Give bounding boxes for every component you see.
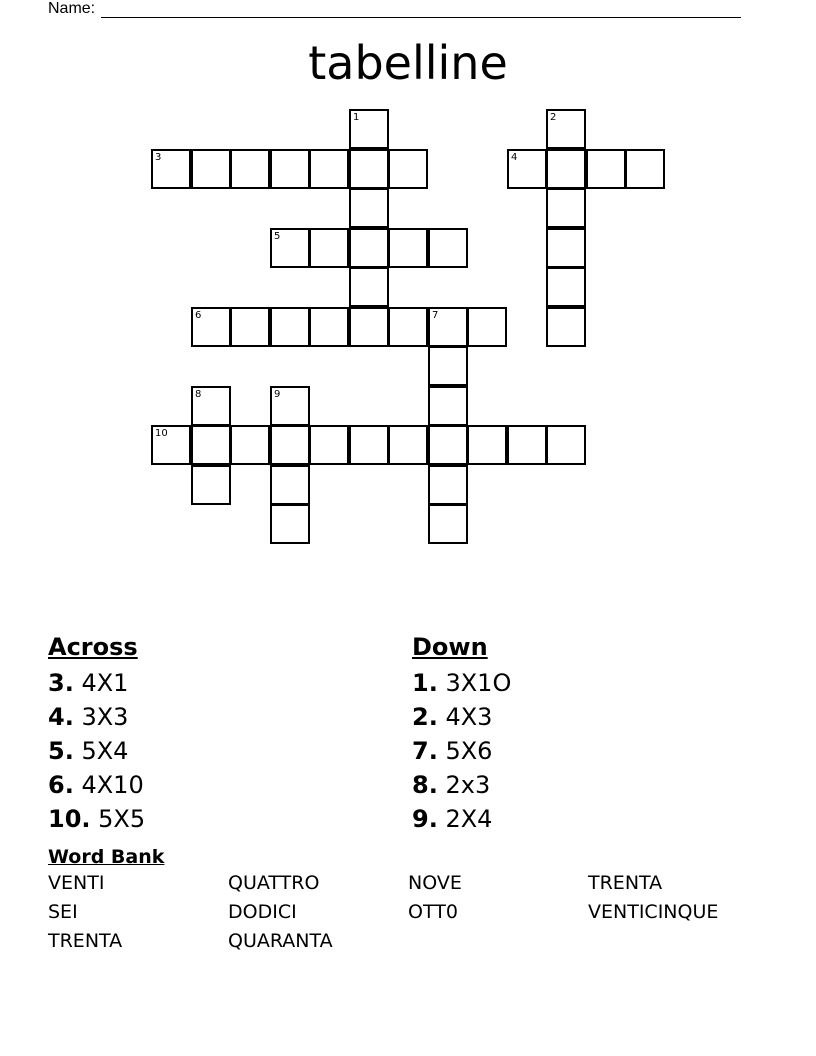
clue-item (412, 768, 511, 802)
clue-text: 3X3 (81, 703, 129, 731)
crossword-cell[interactable] (191, 149, 231, 189)
down-heading: Down (412, 633, 488, 661)
word-bank-word: OTT0 (408, 901, 458, 923)
word-bank-word: VENTI (48, 872, 105, 894)
clue-number-label: 10 (155, 428, 168, 439)
clue-text: 4X1 (81, 669, 129, 697)
crossword-cell[interactable] (546, 109, 586, 149)
word-bank-word: DODICI (228, 901, 297, 923)
clue-number-label: 3 (155, 152, 162, 163)
crossword-cell[interactable] (586, 149, 626, 189)
crossword-cell[interactable] (467, 425, 507, 465)
crossword-cell[interactable] (349, 188, 389, 228)
crossword-cell[interactable] (428, 425, 468, 465)
crossword-cell[interactable] (349, 109, 389, 149)
clue-text: 4X10 (81, 771, 144, 799)
crossword-cell[interactable] (388, 149, 428, 189)
clue-number-label: 2 (550, 112, 557, 123)
word-bank-word: TRENTA (48, 930, 123, 952)
clue-number: 3. (48, 669, 74, 697)
word-bank-word: NOVE (408, 872, 462, 894)
crossword-cell[interactable] (191, 307, 231, 347)
clue-item (48, 700, 145, 734)
word-bank-word: SEI (48, 901, 78, 923)
crossword-cell[interactable] (270, 504, 310, 544)
crossword-cell[interactable] (546, 307, 586, 347)
crossword-cell[interactable] (349, 149, 389, 189)
clue-text: 5X6 (445, 737, 493, 765)
crossword-cell[interactable] (388, 425, 428, 465)
across-clues (48, 632, 145, 836)
clue-item (48, 768, 145, 802)
crossword-cell[interactable] (428, 504, 468, 544)
clue-text: 5X5 (98, 805, 146, 833)
crossword-cell[interactable] (546, 267, 586, 307)
clue-number-label: 8 (195, 389, 202, 400)
crossword-cell[interactable] (270, 149, 310, 189)
clue-number: 6. (48, 771, 74, 799)
crossword-cell[interactable] (349, 267, 389, 307)
crossword-cell[interactable] (230, 425, 270, 465)
clue-number-label: 9 (274, 389, 281, 400)
clue-number: 4. (48, 703, 74, 731)
clue-item (48, 734, 145, 768)
down-clues (412, 632, 511, 836)
crossword-cell[interactable] (428, 307, 468, 347)
crossword-cell[interactable] (270, 228, 310, 268)
crossword-cell[interactable] (546, 425, 586, 465)
name-label: Name: (48, 0, 96, 17)
crossword-cell[interactable] (467, 307, 507, 347)
clue-item (412, 734, 511, 768)
crossword-cell[interactable] (507, 425, 547, 465)
crossword-cell[interactable] (309, 425, 349, 465)
word-bank-word: QUARANTA (228, 930, 333, 952)
crossword-cell[interactable] (428, 386, 468, 426)
crossword-cell[interactable] (349, 307, 389, 347)
clue-number: 2. (412, 703, 438, 731)
word-bank-word: VENTICINQUE (588, 901, 719, 923)
crossword-cell[interactable] (230, 149, 270, 189)
clue-number: 9. (412, 805, 438, 833)
crossword-cell[interactable] (191, 465, 231, 505)
crossword-cell[interactable] (428, 346, 468, 386)
crossword-cell[interactable] (546, 228, 586, 268)
name-write-line[interactable] (101, 3, 741, 18)
word-bank-word: QUATTRO (228, 872, 320, 894)
clue-item (48, 666, 145, 700)
crossword-cell[interactable] (151, 149, 191, 189)
page-title: tabelline (308, 36, 508, 90)
clue-number: 7. (412, 737, 438, 765)
crossword-cell[interactable] (625, 149, 665, 189)
clue-number: 8. (412, 771, 438, 799)
across-heading: Across (48, 633, 138, 661)
name-line (48, 0, 741, 18)
crossword-cell[interactable] (428, 465, 468, 505)
crossword-cell[interactable] (388, 228, 428, 268)
crossword-cell[interactable] (388, 307, 428, 347)
clue-number-label: 5 (274, 231, 281, 242)
crossword-cell[interactable] (428, 228, 468, 268)
clue-number: 5. (48, 737, 74, 765)
word-bank-title: Word Bank (48, 846, 165, 868)
crossword-cell[interactable] (230, 307, 270, 347)
crossword-cell[interactable] (546, 188, 586, 228)
word-bank-word: TRENTA (588, 872, 663, 894)
clue-text: 2x3 (445, 771, 491, 799)
crossword-cell[interactable] (151, 425, 191, 465)
clue-text: 4X3 (445, 703, 493, 731)
crossword-cell[interactable] (270, 307, 310, 347)
clue-number-label: 6 (195, 310, 202, 321)
clue-item (48, 802, 145, 836)
crossword-cell[interactable] (507, 149, 547, 189)
word-bank (48, 845, 768, 956)
clue-text: 2X4 (445, 805, 493, 833)
crossword-cell[interactable] (191, 386, 231, 426)
clue-number: 10. (48, 805, 91, 833)
clue-text: 3X1O (445, 669, 512, 697)
word-bank-list (48, 869, 768, 956)
crossword-cell[interactable] (270, 465, 310, 505)
crossword-cell[interactable] (309, 228, 349, 268)
clue-text: 5X4 (81, 737, 129, 765)
crossword-cell[interactable] (309, 149, 349, 189)
clue-number: 1. (412, 669, 438, 697)
crossword-cell[interactable] (191, 425, 231, 465)
crossword-cell[interactable] (349, 425, 389, 465)
clue-number-label: 4 (511, 152, 518, 163)
crossword-cell[interactable] (349, 228, 389, 268)
crossword-cell[interactable] (309, 307, 349, 347)
crossword-cell[interactable] (546, 149, 586, 189)
clue-item (412, 666, 511, 700)
clue-number-label: 1 (353, 112, 360, 123)
clue-item (412, 802, 511, 836)
crossword-cell[interactable] (270, 425, 310, 465)
clue-item (412, 700, 511, 734)
crossword-cell[interactable] (270, 386, 310, 426)
clue-number-label: 7 (432, 310, 439, 321)
